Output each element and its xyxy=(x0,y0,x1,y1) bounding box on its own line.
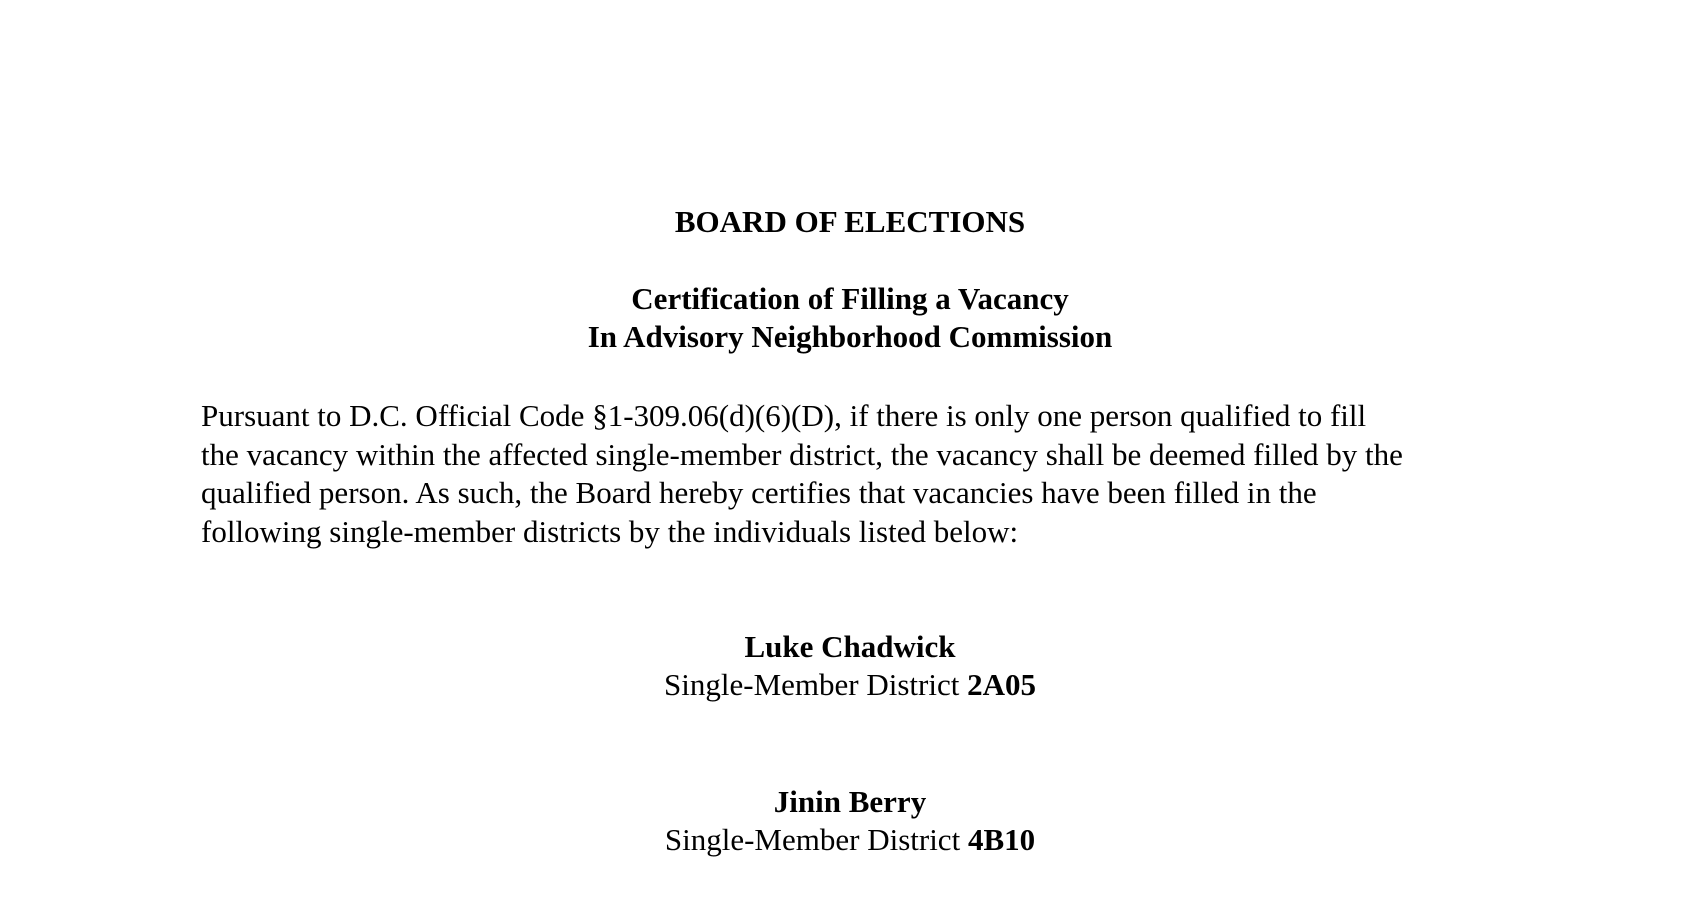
document-heading: BOARD OF ELECTIONS xyxy=(674,204,1026,239)
district-code: 4B10 xyxy=(967,822,1036,857)
certification-paragraph xyxy=(201,397,1521,551)
certification-title-line-1: Certification of Filling a Vacancy xyxy=(631,281,1069,316)
district-label: Single-Member District xyxy=(664,822,968,857)
appointee-district xyxy=(0,821,1700,859)
paragraph-line: following single-member districts by the individuals listed below: xyxy=(201,513,1019,549)
appointee-name: Jinin Berry xyxy=(773,784,927,819)
paragraph-line: the vacancy within the affected single-member district, the vacancy shall be deemed filled by the xyxy=(201,436,1403,472)
appointee-name: Luke Chadwick xyxy=(744,629,956,664)
district-label: Single-Member District xyxy=(664,667,968,702)
paragraph-line: Pursuant to D.C. Official Code §1-309.06(d)(6)(D), if there is only one person qualified to fill xyxy=(201,398,1367,433)
paragraph-line: qualified person. As such, the Board hereby certifies that vacancies have been filled in the xyxy=(201,475,1317,510)
appointee-district xyxy=(0,666,1700,704)
district-code: 2A05 xyxy=(967,667,1036,702)
certification-title-line-2: In Advisory Neighborhood Commission xyxy=(587,319,1113,354)
